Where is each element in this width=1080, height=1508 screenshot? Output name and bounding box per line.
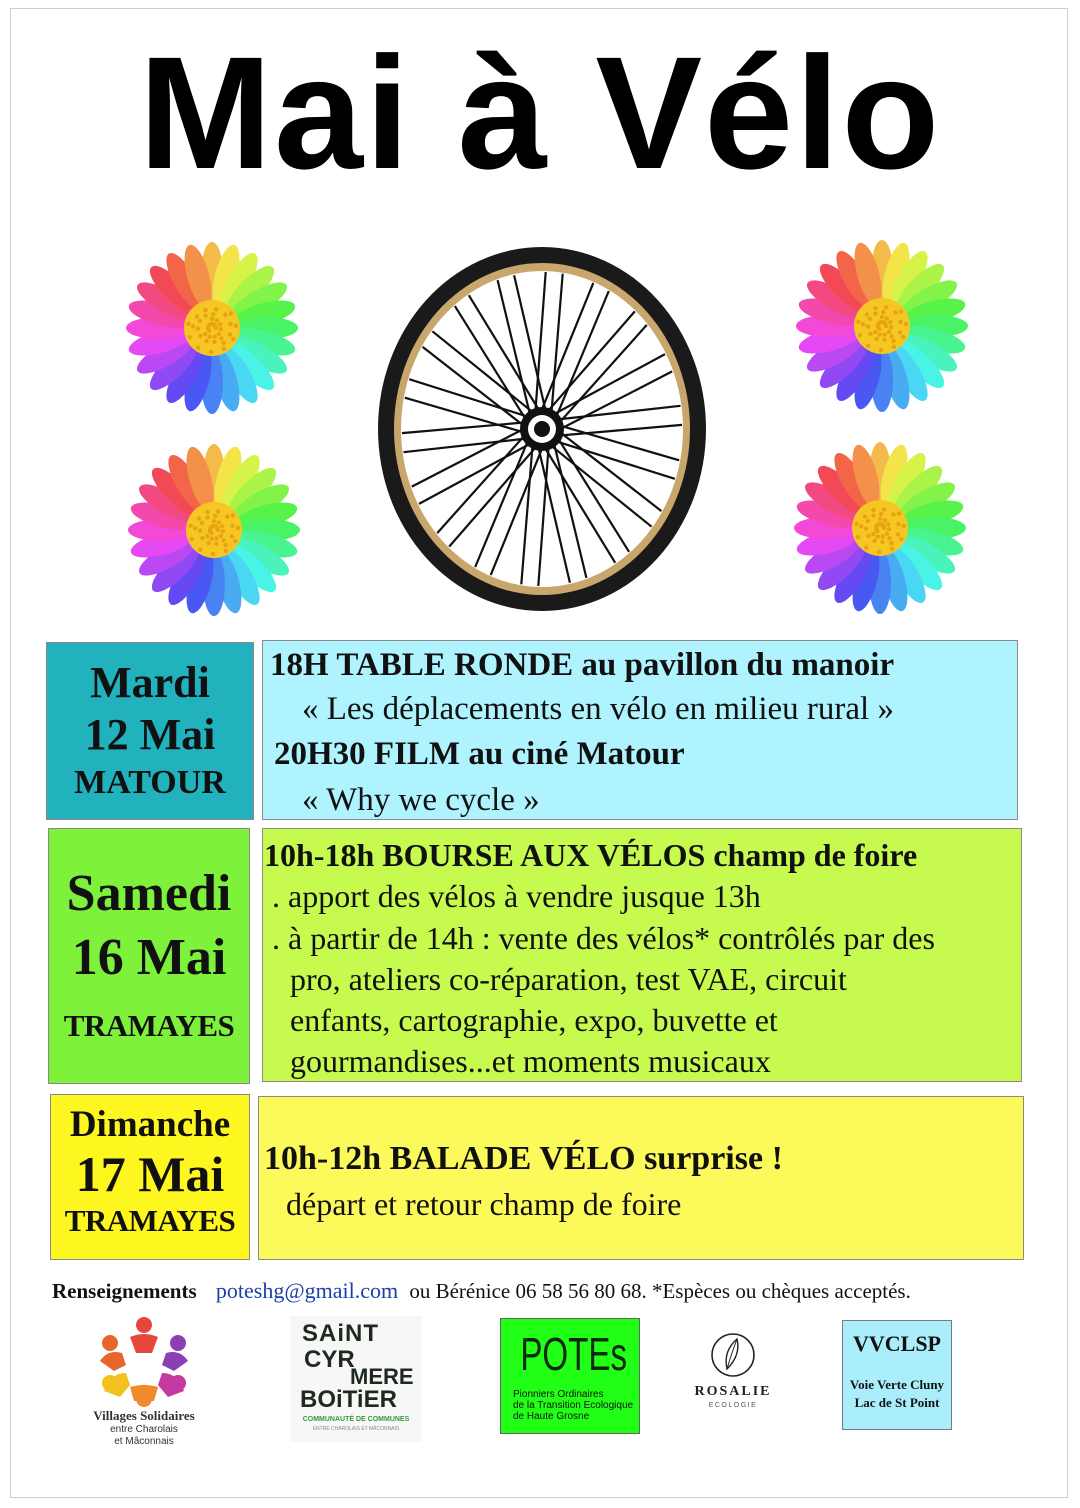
event-line: « Why we cycle » bbox=[302, 782, 540, 818]
event-line: gourmandises...et moments musicaux bbox=[290, 1043, 771, 1079]
logo-potes-d1: Pionniers Ordinaires bbox=[513, 1389, 604, 1400]
poster-title: Mai à Vélo bbox=[138, 23, 942, 202]
leaf-circle-icon bbox=[708, 1330, 758, 1380]
event-line: . à partir de 14h : vente des vélos* contrôlés par des bbox=[272, 920, 935, 956]
date-box-dimanche bbox=[50, 1094, 250, 1260]
contact-info bbox=[52, 1276, 1042, 1306]
event-line: enfants, cartographie, expo, buvette et bbox=[290, 1002, 778, 1038]
bicycle-wheel-icon bbox=[376, 245, 708, 613]
logo-potes-d3: de Haute Grosne bbox=[513, 1411, 590, 1422]
logo-vvclsp-d1: Voie Verte Cluny bbox=[849, 1377, 945, 1392]
logo-villages-name: Villages Solidaires bbox=[93, 1408, 195, 1423]
logo-rosalie-name: ROSALIE bbox=[694, 1384, 772, 1399]
logo-sc-sub: COMMUNAUTÉ DE COMMUNES bbox=[302, 1416, 410, 1423]
logo-vvclsp-d2: Lac de St Point bbox=[854, 1395, 940, 1410]
rainbow-flower-icon bbox=[792, 236, 972, 416]
logo-sc-l3: MERE bbox=[350, 1364, 414, 1389]
rainbow-flower-icon bbox=[122, 238, 302, 418]
event-day: Dimanche bbox=[69, 1104, 231, 1145]
event-line: 20H30 FILM au ciné Matour bbox=[274, 736, 685, 772]
email-link[interactable]: poteshg@gmail.com bbox=[215, 1278, 399, 1303]
logo-potes-name: POTEs bbox=[520, 1328, 628, 1380]
event-line: 18H TABLE RONDE au pavillon du manoir bbox=[270, 647, 895, 683]
event-day: Mardi bbox=[90, 658, 210, 707]
logo-rosalie-sub: ECOLOGIE bbox=[708, 1402, 758, 1409]
event-place: TRAMAYES bbox=[63, 1008, 235, 1043]
event-date: 17 Mai bbox=[75, 1146, 225, 1202]
event-place: TRAMAYES bbox=[64, 1203, 236, 1238]
logo-sc-l2: CYR bbox=[304, 1346, 355, 1373]
event-line: « Les déplacements en vélo en milieu rural » bbox=[302, 691, 894, 727]
info-rest: ou Bérénice 06 58 56 80 68. *Espèces ou chèques acceptés. bbox=[409, 1279, 911, 1303]
logo-vvclsp-name: VVCLSP bbox=[852, 1331, 941, 1356]
event-line: départ et retour champ de foire bbox=[286, 1186, 682, 1222]
event-line: 10h-12h BALADE VÉLO surprise ! bbox=[264, 1140, 783, 1177]
logo-saint-cyr-mere-boitier bbox=[290, 1316, 422, 1442]
event-date: 16 Mai bbox=[71, 929, 227, 986]
date-box-mardi bbox=[46, 642, 254, 820]
logo-villages-sub2: et Mâconnais bbox=[114, 1436, 174, 1447]
info-label: Renseignements bbox=[52, 1279, 197, 1303]
logo-sc-l1: SAiNT bbox=[302, 1320, 379, 1347]
logo-sc-l4: BOiTiER bbox=[300, 1386, 397, 1413]
logo-potes-d2: de la Transition Ecologique bbox=[513, 1400, 634, 1411]
logo-potes bbox=[500, 1318, 640, 1434]
logo-villages-sub1: entre Charolais bbox=[110, 1424, 178, 1435]
date-box-samedi bbox=[48, 828, 250, 1084]
logo-vvclsp bbox=[842, 1320, 952, 1430]
logo-rosalie bbox=[690, 1330, 776, 1420]
event-line: 10h-18h BOURSE AUX VÉLOS champ de foire bbox=[264, 837, 918, 873]
rainbow-flower-icon bbox=[124, 440, 304, 620]
event-line: . apport des vélos à vendre jusque 13h bbox=[272, 878, 761, 914]
event-day: Samedi bbox=[66, 865, 232, 922]
rainbow-flower-icon bbox=[790, 438, 970, 618]
event-date: 12 Mai bbox=[84, 710, 216, 759]
people-circle-icon bbox=[92, 1314, 196, 1408]
logo-sc-sub2: ENTRE CHAROLAIS ET MÂCONNAIS bbox=[312, 1426, 400, 1432]
logo-villages-solidaires bbox=[78, 1312, 210, 1452]
event-line: pro, ateliers co-réparation, test VAE, circuit bbox=[290, 961, 847, 997]
event-place: MATOUR bbox=[74, 764, 226, 801]
